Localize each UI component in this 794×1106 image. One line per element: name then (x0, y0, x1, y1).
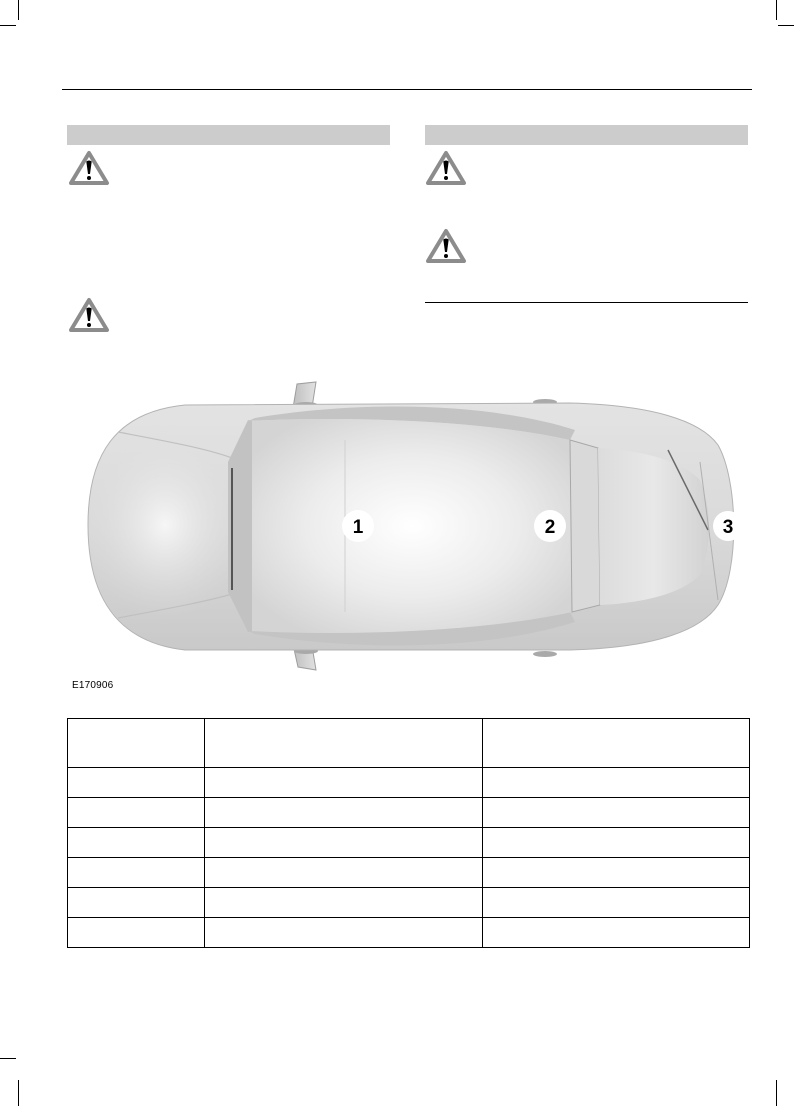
callout-2 (534, 510, 566, 542)
figure-code: E170906 (72, 680, 114, 691)
table-cell (205, 918, 483, 948)
table-cell (68, 888, 205, 918)
table-header-cell (205, 719, 483, 768)
table-cell (483, 858, 750, 888)
header-rule (62, 89, 752, 90)
crop-mark (778, 25, 794, 26)
table-cell (483, 798, 750, 828)
warning-triangle-icon (68, 150, 110, 186)
table-cell (205, 858, 483, 888)
table-cell (68, 828, 205, 858)
car-rear-window (570, 440, 600, 612)
callout-1-label: 1 (352, 517, 364, 538)
left-section-heading-bar (67, 125, 390, 145)
table-cell (483, 888, 750, 918)
car-hood (85, 430, 245, 620)
table-cell (205, 888, 483, 918)
crop-mark (18, 0, 19, 20)
spec-table (67, 718, 750, 948)
table-cell (68, 768, 205, 798)
table-cell (483, 918, 750, 948)
table-cell (483, 768, 750, 798)
table-row (68, 798, 750, 828)
warning-triangle-icon (425, 228, 467, 264)
table-row (68, 918, 750, 948)
table-cell (205, 768, 483, 798)
callout-3-label: 3 (722, 517, 734, 538)
crop-mark (776, 1080, 777, 1106)
table-row (68, 888, 750, 918)
crop-mark (0, 25, 16, 26)
callout-2-label: 2 (544, 517, 556, 538)
table-header-cell (68, 719, 205, 768)
table-cell (68, 798, 205, 828)
crop-mark (18, 1080, 19, 1106)
callout-1 (342, 510, 374, 542)
table-cell (68, 858, 205, 888)
table-cell (205, 798, 483, 828)
callout-3 (713, 511, 743, 541)
crop-mark (0, 1058, 16, 1059)
car-wheel (533, 651, 557, 657)
table-cell (483, 828, 750, 858)
table-cell (68, 918, 205, 948)
car-top-view-figure (0, 370, 794, 680)
warning-triangle-icon (68, 297, 110, 333)
table-header-cell (483, 719, 750, 768)
table-row (68, 768, 750, 798)
table-row (68, 858, 750, 888)
table-header-row (68, 719, 750, 768)
crop-mark (776, 0, 777, 20)
car-roof (252, 419, 572, 633)
table-row (68, 828, 750, 858)
warning-triangle-icon (425, 150, 467, 186)
right-section-heading-bar (425, 125, 748, 145)
table-cell (205, 828, 483, 858)
right-column-end-rule (425, 302, 748, 303)
